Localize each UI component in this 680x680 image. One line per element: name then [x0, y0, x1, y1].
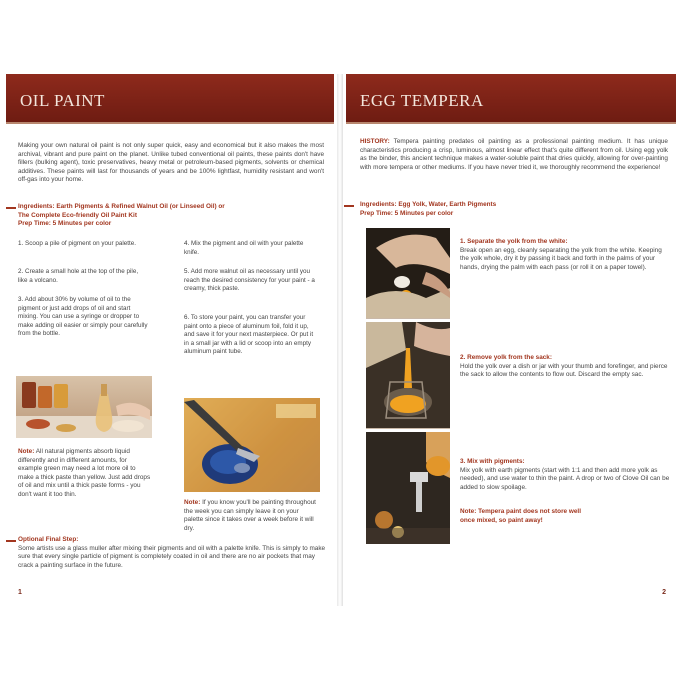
page-title: OIL PAINT: [20, 91, 105, 110]
remove-yolk-photo: [366, 322, 450, 428]
page-number: 2: [662, 589, 666, 596]
egg-tempera-banner: [346, 74, 676, 122]
history-paragraph: HISTORY: Tempera painting predates oil painting as a professional painting medium. It has unique characteristics producing a crisp, luminous, almost linear effect that's quite different from oil. Using egg yolk as the binder, this ancient technique makes a water-soluble paint that dries quickly, allowing for over-painting with more tempera or other mediums. If you have never tried it, we thoroughly recommend the experience!: [360, 138, 668, 171]
ingredients: [18, 203, 328, 229]
intro-paragraph: Making your own natural oil paint is not only super quick, easy and economical but it also makes the most archival, vibrant and pure paint on the planet. Unlike tubed conventional oil paints, these paints don't have fillers (bulking agent), toxic preservatives, heavy metal or petroleum-based pigments, solvents or chemical additives. These paints will last for thousands of years and be 100% lightfast, humidity resistant and won't off-gas into your home.: [18, 142, 324, 184]
oil-step-4: 4. Mix the pigment and oil with your palette knife.: [184, 240, 304, 256]
oil-step-1: 1. Scoop a pile of pigment on your palette.: [18, 240, 136, 247]
left-page: [6, 74, 334, 606]
prep-time: Prep Time: 5 Minutes per color: [18, 220, 112, 228]
oil-step-2: 2. Create a small hole at the top of the pile, like a volcano.: [18, 268, 139, 284]
palette-drying-note: Note: If you know you'll be painting throughout the week you can simply leave it on your palette since it takes over a week before it will dry.: [184, 499, 316, 532]
photo-divider: [366, 428, 450, 429]
optional-step-marker: [6, 540, 16, 542]
photo-divider: [366, 318, 450, 319]
ingredients: [360, 201, 660, 218]
ingredients-line-1: Ingredients: Earth Pigments & Refined Walnut Oil (or Linseed Oil) or: [18, 203, 225, 210]
mix-pigments-photo: [366, 432, 450, 544]
right-page: [346, 74, 676, 606]
oil-step-3: 3. Add about 30% by volume of oil to the pigment or just add drops of oil and start mixing. You can use a syringe or dropper to make adding oil easier or simply pour carefully from the bottle.: [18, 296, 148, 337]
ingredients-marker: [6, 207, 16, 209]
banner-rule: [6, 122, 334, 124]
pigment-absorption-note: Note: All natural pigments absorb liquid differently and in different amounts, for example green may need a lot more oil to make a thick paste than yellow. Just add drops of oil and mix until a thick paste forms - you don't want it too thin.: [18, 448, 151, 498]
tempera-step-1: 1. Separate the yolk from the white: Break open an egg, cleanly separating the yolk from the white. Keeping the yolk whole, dry it by passing it back and forth in the palms of your hands, drying the palm with each pass (or roll it on a paper towel).: [460, 238, 662, 271]
palette-knife-photo: [184, 398, 320, 492]
oil-step-6: 6. To store your paint, you can transfer your paint onto a piece of aluminum foil, fold it up, and save it for your next masterpiece. Or put it in a small jar with a lid or scoop into an empty aluminum paint tube.: [184, 314, 314, 355]
ingredients-line-2: The Complete Eco-friendly Oil Paint Kit: [18, 211, 137, 219]
ingredients-marker: [344, 205, 354, 207]
page-title: EGG TEMPERA: [360, 91, 484, 110]
book-gutter: [337, 74, 343, 606]
oil-step-5: 5. Add more walnut oil as necessary until you reach the desired consistency for your paint - a creamy, thick paste.: [184, 268, 315, 292]
tempera-storage-warning: Note: Tempera paint does not store well once mixed, so paint away!: [460, 508, 581, 524]
pigment-jars-photo: [16, 376, 152, 438]
ingredients-line: Ingredients: Egg Yolk, Water, Earth Pigments: [360, 201, 497, 208]
tempera-step-2: 2. Remove yolk from the sack: Hold the yolk over a dish or jar with your thumb and forefinger, and pierce the sack to allow the contents to flow out. Discard the empty sac.: [460, 354, 668, 379]
separate-yolk-photo: [366, 228, 450, 318]
page-number: 1: [18, 589, 22, 596]
oil-paint-banner: [6, 74, 334, 122]
optional-final-step: Optional Final Step: Some artists use a glass muller after mixing their pigments and oil with a palette knife. This is simply to make sure that every single particle of pigment is completely coated in oil and there are no air pockets that may crack a painting surface in the future.: [18, 536, 326, 569]
tempera-step-3: 3. Mix with pigments: Mix yolk with earth pigments (start with 1:1 and then add more yolk as needed), and use water to thin the paint. A drop or two of Clove Oil can be added to slow spoilage.: [460, 458, 670, 491]
prep-time: Prep Time: 5 Minutes per color: [360, 209, 454, 217]
banner-rule: [346, 122, 676, 124]
